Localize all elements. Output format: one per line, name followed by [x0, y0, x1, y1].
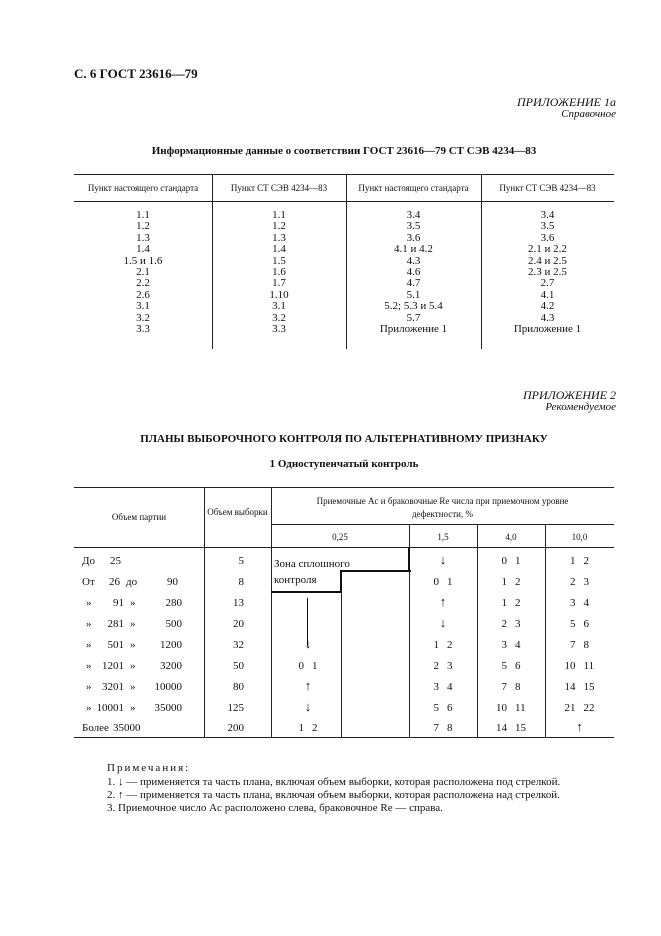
reject-number: 4 [515, 639, 521, 651]
table-cell: 4.3 [406, 254, 421, 267]
lot-prefix: » [86, 660, 92, 672]
reject-number: 6 [583, 618, 589, 630]
accept-number: 3 [570, 597, 576, 609]
table-cell: 3.3 [136, 323, 150, 335]
lot-from: 10001 [96, 702, 124, 714]
accept-number: 5 [433, 702, 439, 714]
table-cell: 3.4 [406, 209, 421, 221]
lot-to: 1200 [160, 639, 182, 651]
table-cell: 4.1 [540, 288, 555, 301]
accept-number: 1 [501, 597, 507, 609]
lot-prefix: Более [82, 722, 109, 734]
sample-size: 13 [233, 597, 244, 609]
appendix-2-subheading: 1 Одноступенчатый контроль [269, 458, 419, 470]
col-sample-header: Объем выборки [207, 507, 268, 517]
table-cell: 3.6 [406, 231, 421, 244]
reject-number: 15 [583, 681, 595, 693]
note-1: 1. ↓ — применяется та часть плана, включая объем выборки, которая расположена под стрелкой. [107, 776, 561, 788]
lot-prefix: » [86, 597, 92, 609]
reject-number: 2 [312, 722, 318, 734]
column-header: Пункт СТ СЭВ 4234—83 [230, 183, 328, 193]
reject-number: 6 [447, 702, 453, 714]
arrow-down-icon: ↓ [439, 615, 447, 630]
reject-number: 2 [515, 597, 521, 609]
appendix-2-subtitle: Рекомендуемое [545, 401, 616, 413]
accept-number: 3 [433, 681, 439, 693]
reject-number: 1 [312, 660, 318, 672]
col-levels-header: Приемочные Ac и браковочные Re числа при приемочном уровне дефектности, % [316, 496, 569, 519]
table-cell: 3.5 [540, 220, 555, 233]
sample-size: 8 [238, 576, 244, 588]
table-cell: 3.5 [406, 220, 421, 233]
lot-prefix: От [82, 576, 95, 588]
reject-number: 11 [583, 660, 595, 672]
table-cell: 4.2 [540, 300, 555, 313]
level-header: 0,25 [332, 532, 348, 542]
accept-number: 2 [501, 618, 507, 630]
accept-number: 10 [564, 660, 576, 672]
reject-number: 3 [447, 660, 453, 672]
reject-number: 2 [447, 639, 453, 651]
col-lot-header: Объем партии [111, 512, 167, 522]
table-cell: 1.6 [272, 266, 286, 278]
table-cell: 5.2; 5.3 и 5.4 [384, 300, 443, 313]
appendix-2-heading: ПЛАНЫ ВЫБОРОЧНОГО КОНТРОЛЯ ПО АЛЬТЕРНАТИВНОМУ ПРИЗНАКУ [140, 433, 548, 445]
table-cell: 2.2 [136, 277, 150, 290]
lot-sep: » [130, 681, 136, 693]
reject-number: 1 [515, 555, 521, 567]
lot-to: 280 [165, 597, 182, 609]
lot-sep: » [130, 660, 136, 672]
accept-number: 5 [501, 660, 507, 672]
level-header: 1,5 [437, 532, 449, 542]
reject-number: 4 [583, 597, 589, 609]
column-header: Пункт настоящего стандарта [358, 183, 469, 193]
table-cell: 3.3 [272, 323, 286, 335]
table-cell: 5.1 [406, 288, 421, 301]
accept-number: 7 [501, 681, 507, 693]
lot-value: 25 [110, 555, 121, 567]
table-cell: 1.1 [272, 209, 286, 221]
lot-prefix: » [86, 681, 92, 693]
accept-number: 5 [570, 618, 576, 630]
table-cell: Приложение 1 [379, 323, 448, 335]
reject-number: 8 [447, 722, 453, 734]
lot-from: 26 [109, 576, 120, 588]
accept-number: 0 [501, 555, 507, 567]
lot-from: 91 [113, 597, 124, 609]
table-cell: Приложение 1 [513, 323, 582, 335]
lot-prefix: » [86, 618, 92, 630]
lot-from: 281 [107, 618, 124, 630]
full-control-zone-label: Зона сплошного контроля [274, 558, 350, 586]
table-cell: 1.7 [272, 277, 286, 290]
accept-number: 1 [433, 639, 439, 651]
lot-from: 3201 [102, 681, 124, 693]
table-cell: 1.1 [136, 209, 150, 221]
reject-number: 4 [447, 681, 453, 693]
note-3: 3. Приемочное число Ac расположено слева, браковочное Re — справа. [107, 802, 443, 814]
table-cell: 4.3 [540, 311, 555, 324]
arrow-up-icon: ↑ [439, 594, 447, 609]
table-cell: 3.4 [540, 209, 555, 221]
reject-number: 15 [515, 722, 526, 734]
reject-number: 6 [515, 660, 521, 672]
sample-size: 200 [227, 722, 244, 734]
reject-number: 8 [583, 639, 589, 651]
table-cell: 3.2 [272, 311, 286, 324]
appendix-1a-subtitle: Справочное [561, 108, 616, 120]
sample-size: 125 [227, 702, 244, 714]
accept-number: 14 [564, 681, 576, 693]
accept-number: 7 [570, 639, 576, 651]
lot-prefix: » [86, 702, 92, 714]
arrow-down-icon: ↓ [304, 699, 312, 714]
table-cell: 1.5 [272, 254, 286, 267]
arrow-down-icon: ↓ [439, 552, 447, 567]
page-label: С. 6 ГОСТ 23616—79 [74, 66, 198, 81]
table-cell: 1.3 [136, 231, 150, 244]
accept-number: 2 [433, 660, 439, 672]
table-cell: 2.3 и 2.5 [528, 266, 567, 278]
table-cell: 2.1 [136, 266, 150, 278]
table-cell: 1.5 и 1.6 [123, 254, 163, 267]
lot-sep: » [130, 597, 136, 609]
lot-prefix: » [86, 639, 92, 651]
appendix-2-title: ПРИЛОЖЕНИЕ 2 [523, 388, 616, 402]
lot-to: 10000 [154, 681, 182, 693]
accept-number: 1 [298, 722, 304, 734]
lot-from: 1201 [102, 660, 124, 672]
accept-number: 3 [501, 639, 507, 651]
table-cell: 3.6 [540, 231, 555, 244]
sample-size: 5 [238, 555, 244, 567]
accept-number: 10 [496, 702, 507, 714]
table-cell: 4.1 и 4.2 [394, 243, 433, 256]
column-header: Пункт настоящего стандарта [87, 183, 199, 193]
table-cell: 2.7 [540, 277, 555, 290]
notes-title: Примечания: [107, 762, 191, 774]
column-header: Пункт СТ СЭВ 4234—83 [499, 183, 596, 193]
accept-number: 2 [570, 576, 576, 588]
level-header: 4,0 [505, 532, 517, 542]
table-cell: 2.1 и 2.2 [528, 243, 567, 256]
reject-number: 22 [583, 702, 595, 714]
lot-sep: » [130, 702, 136, 714]
accept-number: 7 [433, 722, 439, 734]
sample-size: 32 [233, 639, 244, 651]
lot-value: 35000 [113, 722, 141, 734]
reject-number: 2 [583, 555, 589, 567]
table-cell: 1.2 [136, 220, 150, 233]
appendix-1a-title: ПРИЛОЖЕНИЕ 1а [517, 95, 616, 109]
table-cell: 1.3 [272, 231, 286, 244]
table-cell: 1.4 [272, 243, 286, 256]
table-cell: 5.7 [406, 311, 421, 324]
accept-number: 21 [564, 702, 576, 714]
reject-number: 8 [515, 681, 521, 693]
accept-number: 1 [501, 576, 507, 588]
table-cell: 4.6 [406, 266, 421, 278]
table-cell: 3.1 [272, 300, 286, 313]
lot-to: 3200 [160, 660, 182, 672]
lot-sep: » [130, 639, 136, 651]
reject-number: 2 [515, 576, 521, 588]
arrow-up-icon: ↑ [304, 678, 312, 693]
lot-to: 35000 [154, 702, 182, 714]
note-2: 2. ↑ — применяется та часть плана, включая объем выборки, которая расположена над стрелкой. [107, 789, 560, 801]
sample-size: 20 [233, 618, 244, 630]
accept-number: 0 [433, 576, 439, 588]
sample-size: 80 [233, 681, 244, 693]
lot-to: 500 [165, 618, 182, 630]
reject-number: 11 [515, 702, 526, 714]
table-cell: 4.7 [406, 277, 421, 290]
table-cell: 3.2 [136, 311, 150, 324]
table-cell: 1.2 [272, 220, 286, 233]
table-cell: 1.10 [269, 288, 289, 301]
arrow-down-icon: ↓ [304, 636, 312, 651]
sample-size: 50 [233, 660, 244, 672]
lot-from: 501 [107, 639, 124, 651]
reject-number: 3 [515, 618, 521, 630]
appendix-1a-heading: Информационные данные о соответствии ГОСТ 23616—79 СТ СЭВ 4234—83 [151, 145, 537, 157]
table-cell: 1.4 [136, 243, 150, 256]
lot-to: 90 [167, 576, 178, 588]
lot-sep: до [126, 576, 138, 588]
reject-number: 3 [583, 576, 589, 588]
level-header: 10,0 [571, 532, 588, 542]
accept-number: 1 [570, 555, 576, 567]
lot-sep: » [130, 618, 136, 630]
lot-prefix: До [82, 555, 96, 567]
accept-number: 14 [496, 722, 507, 734]
table-cell: 2.4 и 2.5 [528, 254, 567, 267]
table-cell: 2.6 [136, 288, 150, 301]
accept-number: 0 [298, 660, 304, 672]
arrow-up-icon: ↑ [576, 719, 583, 734]
table-cell: 3.1 [136, 300, 150, 313]
reject-number: 1 [447, 576, 453, 588]
